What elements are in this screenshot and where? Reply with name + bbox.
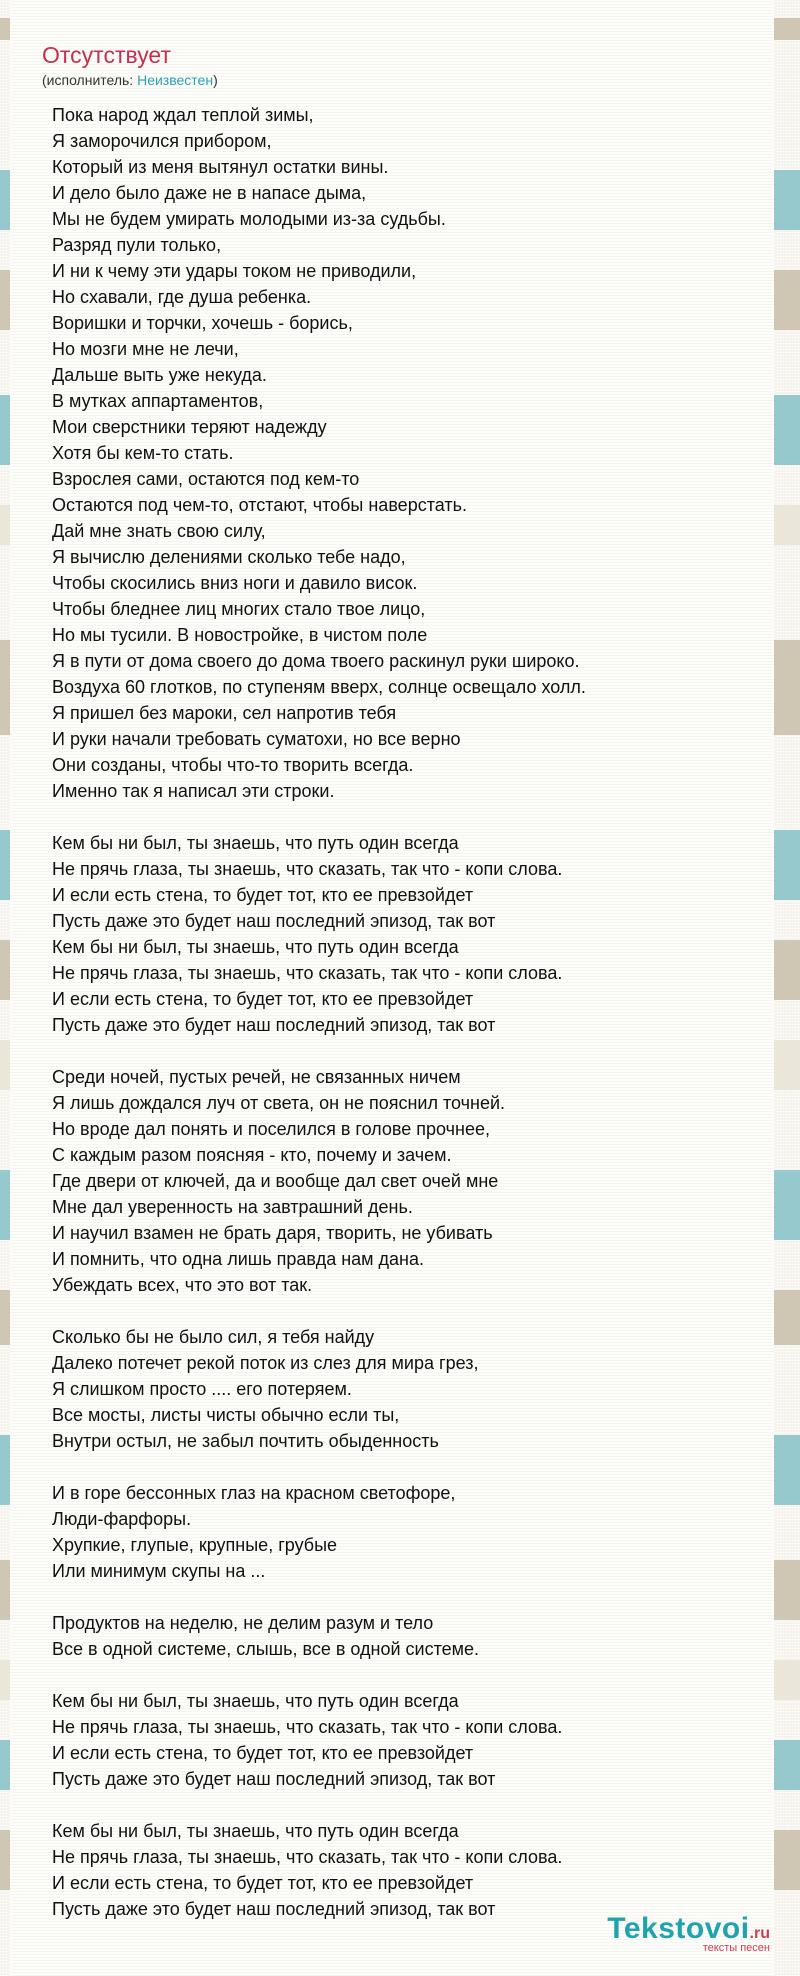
lyric-line: Мы не будем умирать молодыми из-за судьбы. [52, 209, 446, 229]
logo-name: Tekstovoi [607, 1912, 750, 1945]
lyric-line: Воришки и торчки, хочешь - борись, [52, 313, 353, 333]
lyric-line: Пусть даже это будет наш последний эпизод, так вот [52, 1899, 496, 1919]
lyric-line: Пока народ ждал теплой зимы, [52, 105, 314, 125]
lyric-line: Но мы тусили. В новостройке, в чистом поле [52, 625, 428, 645]
lyric-line: Среди ночей, пустых речей, не связанных ничем [52, 1067, 461, 1087]
lyric-line: Я заморочился прибором, [52, 131, 272, 151]
stanza-break [52, 1662, 772, 1688]
lyric-line: Люди-фарфоры. [52, 1509, 192, 1529]
lyric-line: Кем бы ни был, ты знаешь, что путь один всегда [52, 833, 459, 853]
lyric-line: Хрупкие, глупые, крупные, грубые [52, 1535, 338, 1555]
lyric-line: Пусть даже это будет наш последний эпизод, так вот [52, 911, 496, 931]
lyric-line: Который из меня вытянул остатки вины. [52, 157, 389, 177]
lyric-line: Все мосты, листы чисты обычно если ты, [52, 1405, 400, 1425]
lyric-line: Кем бы ни был, ты знаешь, что путь один всегда [52, 1691, 459, 1711]
lyric-line: Далеко потечет рекой поток из слез для мира грез, [52, 1353, 479, 1373]
lyric-line: Мои сверстники теряют надежду [52, 417, 327, 437]
lyric-line: Хотя бы кем-то стать. [52, 443, 234, 463]
lyric-line: Убеждать всех, что это вот так. [52, 1275, 313, 1295]
lyric-line: Пусть даже это будет наш последний эпизод, так вот [52, 1769, 496, 1789]
site-logo[interactable] [607, 1912, 770, 1954]
lyric-line: Взрослея сами, остаются под кем-то [52, 469, 360, 489]
lyrics-card [10, 0, 774, 1976]
lyric-line: Они созданы, чтобы что-то творить всегда. [52, 755, 414, 775]
lyric-line: Внутри остыл, не забыл почтить обыденность [52, 1431, 439, 1451]
lyric-line: И дело было даже не в напасе дыма, [52, 183, 367, 203]
lyric-line: Я пришел без мароки, сел напротив тебя [52, 703, 397, 723]
lyric-line: Разряд пули только, [52, 235, 222, 255]
lyric-line: Пусть даже это будет наш последний эпизод, так вот [52, 1015, 496, 1035]
lyric-line: Остаются под чем-то, отстают, чтобы наверстать. [52, 495, 467, 515]
lyric-line: Где двери от ключей, да и вообще дал свет очей мне [52, 1171, 499, 1191]
artist-suffix: ) [213, 72, 218, 88]
lyric-line: И ни к чему эти удары током не приводили, [52, 261, 417, 281]
lyric-line: Дальше выть уже некуда. [52, 365, 267, 385]
lyric-line: И помнить, что одна лишь правда нам дана. [52, 1249, 425, 1269]
lyric-line: Дай мне знать свою силу, [52, 521, 266, 541]
lyric-line: Мне дал уверенность на завтрашний день. [52, 1197, 413, 1217]
lyric-line: Сколько бы не было сил, я тебя найду [52, 1327, 375, 1347]
lyric-line: Кем бы ни был, ты знаешь, что путь один всегда [52, 937, 459, 957]
lyric-line: И если есть стена, то будет тот, кто ее превзойдет [52, 989, 474, 1009]
lyric-line: И руки начали требовать суматохи, но все верно [52, 729, 461, 749]
lyric-line: Чтобы бледнее лиц многих стало твое лицо, [52, 599, 426, 619]
logo-tagline: тексты песен [702, 1942, 770, 1954]
lyric-line: Я в пути от дома своего до дома твоего раскинул руки широко. [52, 651, 580, 671]
lyric-line: С каждым разом поясняя - кто, почему и зачем. [52, 1145, 452, 1165]
lyric-line: Продуктов на неделю, не делим разум и тело [52, 1613, 434, 1633]
lyric-line: И если есть стена, то будет тот, кто ее превзойдет [52, 885, 474, 905]
lyric-line: И если есть стена, то будет тот, кто ее превзойдет [52, 1743, 474, 1763]
lyric-line: Кем бы ни был, ты знаешь, что путь один всегда [52, 1821, 459, 1841]
lyric-line: Но вроде дал понять и поселился в голове прочнее, [52, 1119, 490, 1139]
stanza-break [52, 1298, 772, 1324]
artist-prefix: (исполнитель: [42, 72, 138, 88]
stanza-break [52, 1038, 772, 1064]
lyric-line: Все в одной системе, слышь, все в одной системе. [52, 1639, 480, 1659]
lyric-line: Воздуха 60 глотков, по ступеням вверх, солнце освещало холл. [52, 677, 586, 697]
lyric-line: Но схавали, где душа ребенка. [52, 287, 312, 307]
lyric-line: Я слишком просто .... его потеряем. [52, 1379, 352, 1399]
stanza-break [52, 804, 772, 830]
song-title: Отсутствует [42, 42, 171, 68]
lyric-line: Не прячь глаза, ты знаешь, что сказать, так что - копи слова. [52, 1717, 563, 1737]
artist-link[interactable]: Неизвестен [137, 72, 214, 88]
lyric-line: В мутках аппартаментов, [52, 391, 264, 411]
lyric-line: Или минимум скупы на ... [52, 1561, 266, 1581]
lyric-line: Не прячь глаза, ты знаешь, что сказать, так что - копи слова. [52, 1847, 563, 1867]
lyric-line: И в горе бессонных глаз на красном светофоре, [52, 1483, 456, 1503]
artist-line [42, 72, 218, 88]
lyric-line: Но мозги мне не лечи, [52, 339, 239, 359]
lyric-line: И научил взамен не брать даря, творить, не убивать [52, 1223, 493, 1243]
stanza-break [52, 1584, 772, 1610]
stanza-break [52, 1792, 772, 1818]
lyric-line: Именно так я написал эти строки. [52, 781, 335, 801]
lyric-line: Чтобы скосились вниз ноги и давило висок. [52, 573, 418, 593]
lyric-line: Не прячь глаза, ты знаешь, что сказать, так что - копи слова. [52, 859, 563, 879]
lyric-line: Не прячь глаза, ты знаешь, что сказать, так что - копи слова. [52, 963, 563, 983]
logo-tld: .ru [749, 1925, 770, 1942]
stanza-break [52, 1454, 772, 1480]
lyric-line: Я лишь дождался луч от света, он не пояснил точней. [52, 1093, 506, 1113]
lyric-line: И если есть стена, то будет тот, кто ее превзойдет [52, 1873, 474, 1893]
lyric-line: Я вычислю делениями сколько тебе надо, [52, 547, 406, 567]
lyrics-body [52, 102, 772, 1922]
